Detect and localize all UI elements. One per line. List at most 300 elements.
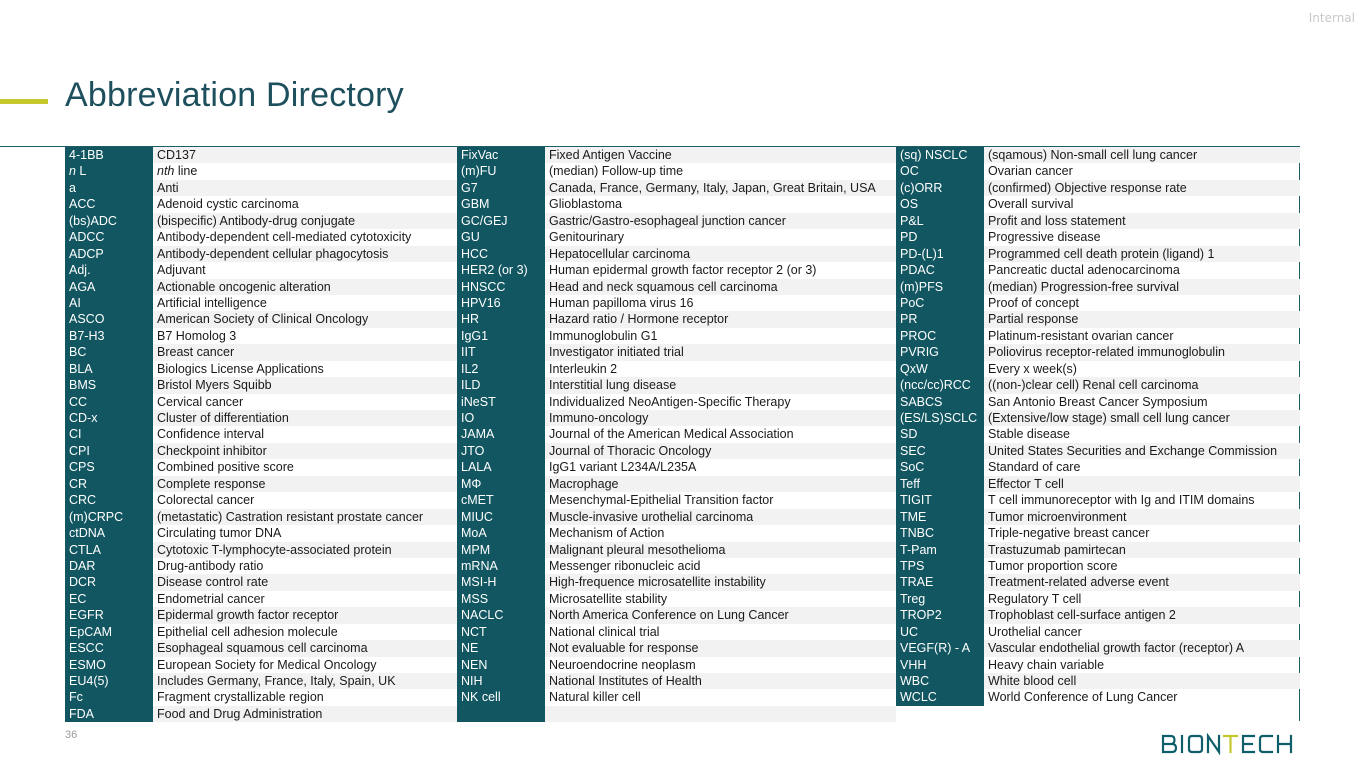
definition-cell: IgG1 variant L234A/L235A	[549, 460, 697, 475]
abbreviation-cell: PROC	[896, 328, 984, 344]
definition-cell: San Antonio Breast Cancer Symposium	[988, 394, 1208, 409]
abbreviation-cell: AI	[65, 295, 153, 311]
definition-cell: Hepatocellular carcinoma	[545, 246, 896, 262]
table-row	[65, 229, 457, 245]
abbreviation-cell: TIGIT	[896, 492, 984, 508]
definition-cell: Neuroendocrine neoplasm	[549, 657, 696, 672]
abbreviation-cell: SEC	[896, 443, 984, 459]
table-row	[457, 246, 896, 262]
table-row	[896, 689, 1300, 705]
table-row	[457, 476, 896, 492]
table-row	[896, 542, 1300, 558]
abbreviation-cell: (ncc/cc)RCC	[896, 377, 984, 393]
definition-cell: Combined positive score	[157, 460, 294, 475]
abbreviation-cell: ESMO	[65, 657, 153, 673]
definition-cell: Human papilloma virus 16	[549, 295, 694, 310]
table-row	[65, 591, 457, 607]
abbreviation-cell: (m)CRPC	[65, 509, 153, 525]
table-row	[65, 640, 457, 656]
abbreviation-cell: PD-(L)1	[896, 246, 984, 262]
table-row	[457, 706, 896, 722]
definition-cell: Confidence interval	[157, 427, 265, 442]
definition-cell: Poliovirus receptor-related immunoglobulin	[984, 344, 1300, 360]
definition-cell: (bispecific) Antibody-drug conjugate	[153, 213, 457, 229]
definition-cell: Glioblastoma	[549, 197, 622, 212]
abbreviation-cell: EC	[65, 591, 153, 607]
table-row	[457, 295, 896, 311]
abbreviation-cell: (ES/LS)SCLC	[896, 410, 984, 426]
table-row	[457, 574, 896, 590]
table-row	[896, 180, 1300, 196]
biontech-logo	[1161, 733, 1301, 755]
abbreviation-cell: MPM	[457, 542, 545, 558]
classification-label: Internal	[1308, 11, 1355, 25]
table-row	[896, 295, 1300, 311]
table-row	[457, 344, 896, 360]
table-row	[65, 328, 457, 344]
abbreviation-cell: HPV16	[457, 295, 545, 311]
abbreviation-cell: ctDNA	[65, 525, 153, 541]
definition-cell: Programmed cell death protein (ligand) 1	[984, 246, 1300, 262]
definition-cell: Endometrial cancer	[157, 591, 265, 606]
abbreviation-cell: NE	[457, 640, 545, 656]
table-row	[896, 311, 1300, 327]
definition-cell: CD137	[153, 147, 457, 163]
table-row	[457, 361, 896, 377]
table-row	[457, 163, 896, 179]
table-row	[65, 459, 457, 475]
abbreviation-cell: WBC	[896, 673, 984, 689]
definition-cell: ((non-)clear cell) Renal cell carcinoma	[984, 377, 1300, 393]
table-row	[65, 673, 457, 689]
table-row	[457, 213, 896, 229]
definition-cell: National clinical trial	[549, 624, 660, 639]
table-row	[896, 509, 1300, 525]
table-row	[65, 344, 457, 360]
table-row	[457, 673, 896, 689]
table-row	[65, 196, 457, 212]
definition-cell: Fixed Antigen Vaccine	[545, 147, 896, 163]
table-row	[896, 640, 1300, 656]
abbreviation-cell: CPS	[65, 459, 153, 475]
definition-cell: Journal of Thoracic Oncology	[545, 443, 896, 459]
abbreviation-cell: (bs)ADC	[65, 213, 153, 229]
definition-cell: Immuno-oncology	[545, 410, 896, 426]
table-row	[896, 591, 1300, 607]
definition-cell: Heavy chain variable	[988, 657, 1105, 672]
abbreviation-cell: TROP2	[896, 607, 984, 623]
table-row	[65, 147, 457, 163]
definition-cell: Ovarian cancer	[988, 164, 1073, 179]
definition-cell: Adjuvant	[157, 263, 206, 278]
definition-cell: Messenger ribonucleic acid	[549, 558, 701, 573]
abbreviation-cell: BC	[65, 344, 153, 360]
definition-cell: (confirmed) Objective response rate	[984, 180, 1300, 196]
table-row	[65, 213, 457, 229]
table-row	[896, 229, 1300, 245]
abbreviation-cell: EpCAM	[65, 624, 153, 640]
definition-cell: Partial response	[984, 311, 1300, 327]
abbreviation-cell: a	[65, 180, 153, 196]
table-row	[65, 574, 457, 590]
definition-cell: Standard of care	[988, 460, 1081, 475]
table-row	[457, 443, 896, 459]
table-row	[65, 525, 457, 541]
abbreviation-cell: VHH	[896, 657, 984, 673]
definition-cell: Stable disease	[988, 427, 1071, 442]
abbreviation-cell: UC	[896, 624, 984, 640]
definition-cell: Interleukin 2	[549, 361, 618, 376]
definition-cell: (median) Progression-free survival	[984, 279, 1300, 295]
abbreviation-cell: MΦ	[457, 476, 545, 492]
definition-cell: (median) Follow-up time	[549, 164, 684, 179]
table-row	[457, 542, 896, 558]
table-row	[65, 443, 457, 459]
table-row	[896, 492, 1300, 508]
definition-cell: Microsatellite stability	[549, 591, 668, 606]
abbreviation-cell: TME	[896, 509, 984, 525]
definition-cell: Epithelial cell adhesion molecule	[157, 624, 338, 639]
definition-cell: Profit and loss statement	[984, 213, 1300, 229]
table-row	[457, 558, 896, 574]
table-row	[896, 246, 1300, 262]
abbreviation-cell: 4-1BB	[65, 147, 153, 163]
abbreviation-cell: CR	[65, 476, 153, 492]
abbreviation-cell: mRNA	[457, 558, 545, 574]
abbreviation-cell: GBM	[457, 196, 545, 212]
table-row	[896, 279, 1300, 295]
table-row	[896, 426, 1300, 442]
abbreviation-cell: ACC	[65, 196, 153, 212]
abbreviation-cell: (c)ORR	[896, 180, 984, 196]
abbreviation-cell: P&L	[896, 213, 984, 229]
table-row	[457, 525, 896, 541]
abbreviation-cell: NEN	[457, 657, 545, 673]
definition-cell: Food and Drug Administration	[153, 706, 457, 722]
abbreviation-cell: HR	[457, 311, 545, 327]
definition-cell: Journal of the American Medical Association	[549, 427, 794, 442]
abbreviation-cell: FDA	[65, 706, 153, 722]
abbreviation-cell: HER2 (or 3)	[457, 262, 545, 278]
abbreviation-cell: BLA	[65, 361, 153, 377]
definition-cell: Genitourinary	[549, 230, 625, 245]
table-row	[65, 426, 457, 442]
definition-cell: Progressive disease	[988, 230, 1101, 245]
abbreviation-cell: (sq) NSCLC	[896, 147, 984, 163]
table-row	[457, 624, 896, 640]
definition-cell: Canada, France, Germany, Italy, Japan, Great Britain, USA	[545, 180, 896, 196]
definition-cell: European Society for Medical Oncology	[157, 657, 377, 672]
definition-cell: (sqamous) Non-small cell lung cancer	[984, 147, 1300, 163]
table-row	[65, 689, 457, 705]
definition-cell: Malignant pleural mesothelioma	[545, 542, 896, 558]
abbreviation-cell: JAMA	[457, 426, 545, 442]
definition-cell	[545, 706, 896, 722]
definition-cell: Regulatory T cell	[988, 591, 1082, 606]
table-row	[457, 229, 896, 245]
definition-cell: Actionable oncogenic alteration	[153, 279, 457, 295]
abbreviation-cell: ILD	[457, 377, 545, 393]
abbreviation-cell: MoA	[457, 525, 545, 541]
abbreviation-cell: IL2	[457, 361, 545, 377]
table-row	[896, 624, 1300, 640]
definition-cell: Individualized NeoAntigen-Specific Therapy	[549, 394, 791, 409]
definition-cell: Breast cancer	[153, 344, 457, 360]
definition-cell: Bristol Myers Squibb	[153, 377, 457, 393]
abbreviation-cell: ESCC	[65, 640, 153, 656]
abbreviation-cell: Adj.	[65, 262, 153, 278]
abbreviation-cell: ADCC	[65, 229, 153, 245]
definition-cell: Antibody-dependent cell-mediated cytotoxicity	[157, 230, 412, 245]
abbreviation-cell: FixVac	[457, 147, 545, 163]
table-row	[457, 426, 896, 442]
table-row	[65, 476, 457, 492]
definition-cell: White blood cell	[984, 673, 1300, 689]
definition-cell: Overall survival	[988, 197, 1074, 212]
abbreviation-column-2	[457, 147, 896, 722]
definition-cell: Investigator initiated trial	[545, 344, 896, 360]
definition-cell: Tumor proportion score	[988, 558, 1118, 573]
page-title: Abbreviation Directory	[65, 76, 404, 114]
table-row	[457, 607, 896, 623]
abbreviation-cell: cMET	[457, 492, 545, 508]
definition-cell: Platinum-resistant ovarian cancer	[988, 328, 1174, 343]
abbreviation-cell: TPS	[896, 558, 984, 574]
table-row	[65, 262, 457, 278]
table-row	[457, 328, 896, 344]
definition-cell: Disease control rate	[153, 574, 457, 590]
table-row	[896, 607, 1300, 623]
table-row	[65, 361, 457, 377]
definition-cell: Anti	[153, 180, 457, 196]
abbreviation-cell: HCC	[457, 246, 545, 262]
definition-cell: Adenoid cystic carcinoma	[157, 197, 299, 212]
definition-cell: National Institutes of Health	[545, 673, 896, 689]
definition-cell: Includes Germany, France, Italy, Spain, UK	[153, 673, 457, 689]
table-row	[896, 344, 1300, 360]
definition-cell: Treatment-related adverse event	[984, 574, 1300, 590]
abbreviation-cell: CD-x	[65, 410, 153, 426]
definition-cell: Drug-antibody ratio	[157, 558, 264, 573]
abbreviation-cell: G7	[457, 180, 545, 196]
definition-cell: Colorectal cancer	[157, 493, 255, 508]
table-row	[457, 591, 896, 607]
definition-cell: Trophoblast cell-surface antigen 2	[984, 607, 1300, 623]
abbreviation-cell: NIH	[457, 673, 545, 689]
abbreviation-cell: (m)FU	[457, 163, 545, 179]
table-row	[896, 410, 1300, 426]
definition-cell: Trastuzumab pamirtecan	[984, 542, 1300, 558]
table-row	[457, 180, 896, 196]
abbreviation-cell: NK cell	[457, 689, 545, 705]
abbreviation-cell: Fc	[65, 689, 153, 705]
table-row	[896, 361, 1300, 377]
table-row	[896, 262, 1300, 278]
definition-cell: Immunoglobulin G1	[549, 328, 658, 343]
table-row	[65, 311, 457, 327]
abbreviation-cell: MIUC	[457, 509, 545, 525]
table-row	[457, 509, 896, 525]
definition-cell: Gastric/Gastro-esophageal junction cancer	[545, 213, 896, 229]
abbreviation-cell: OC	[896, 163, 984, 179]
abbreviation-cell: SD	[896, 426, 984, 442]
definition-cell: Antibody-dependent cellular phagocytosis	[153, 246, 457, 262]
abbreviation-cell: BMS	[65, 377, 153, 393]
page-number: 36	[65, 729, 78, 741]
abbreviation-cell: EGFR	[65, 607, 153, 623]
table-row	[457, 394, 896, 410]
definition-cell: Fragment crystallizable region	[157, 690, 324, 705]
table-row	[896, 394, 1300, 410]
abbreviation-cell: NACLC	[457, 607, 545, 623]
table-row	[896, 558, 1300, 574]
definition-cell: (Extensive/low stage) small cell lung cancer	[984, 410, 1300, 426]
abbreviation-cell: VEGF(R) - A	[896, 640, 984, 656]
definition-cell: Pancreatic ductal adenocarcinoma	[988, 263, 1180, 278]
table-row	[65, 492, 457, 508]
abbreviation-cell: IIT	[457, 344, 545, 360]
definition-cell: Interstitial lung disease	[545, 377, 896, 393]
definition-cell: Cluster of differentiation	[153, 410, 457, 426]
abbreviation-cell: SoC	[896, 459, 984, 475]
table-row	[896, 459, 1300, 475]
definition-cell: High-frequence microsatellite instability	[545, 574, 896, 590]
table-row	[896, 147, 1300, 163]
abbreviation-cell: T-Pam	[896, 542, 984, 558]
abbreviation-cell: MSI-H	[457, 574, 545, 590]
abbreviation-cell: EU4(5)	[65, 673, 153, 689]
table-row	[896, 476, 1300, 492]
abbreviation-cell: DCR	[65, 574, 153, 590]
definition-cell: Artificial intelligence	[157, 295, 267, 310]
definition-cell: United States Securities and Exchange Commission	[984, 443, 1300, 459]
definition-cell: nth line	[157, 164, 198, 179]
abbreviation-cell: PDAC	[896, 262, 984, 278]
definition-cell: Mesenchymal-Epithelial Transition factor	[549, 493, 774, 508]
definition-cell: Cytotoxic T-lymphocyte-associated protein	[153, 542, 457, 558]
table-row	[65, 180, 457, 196]
table-row	[457, 262, 896, 278]
table-row	[457, 657, 896, 673]
table-row	[896, 525, 1300, 541]
definition-cell: (metastatic) Castration resistant prostate cancer	[153, 509, 457, 525]
abbreviation-cell: CC	[65, 394, 153, 410]
definition-cell: Mechanism of Action	[549, 526, 665, 541]
abbreviation-cell: ASCO	[65, 311, 153, 327]
abbreviation-column-3	[896, 147, 1300, 706]
title-accent-bar	[0, 99, 48, 104]
table-row	[65, 410, 457, 426]
table-row	[65, 377, 457, 393]
table-row	[65, 246, 457, 262]
definition-cell: B7 Homolog 3	[157, 328, 237, 343]
table-row	[457, 492, 896, 508]
abbreviation-cell: IO	[457, 410, 545, 426]
abbreviation-cell: iNeST	[457, 394, 545, 410]
abbreviation-cell: CTLA	[65, 542, 153, 558]
table-row	[65, 295, 457, 311]
definition-cell: Every x week(s)	[988, 361, 1077, 376]
abbreviation-cell: B7-H3	[65, 328, 153, 344]
abbreviation-cell: CPI	[65, 443, 153, 459]
table-row	[457, 279, 896, 295]
table-row	[896, 163, 1300, 179]
abbreviation-cell: Treg	[896, 591, 984, 607]
abbreviation-cell: PoC	[896, 295, 984, 311]
table-row	[457, 689, 896, 705]
definition-cell: Hazard ratio / Hormone receptor	[545, 311, 896, 327]
table-row	[457, 147, 896, 163]
table-row	[457, 377, 896, 393]
definition-cell: Proof of concept	[988, 295, 1080, 310]
table-row	[65, 279, 457, 295]
abbreviation-cell: PR	[896, 311, 984, 327]
abbreviation-cell: (m)PFS	[896, 279, 984, 295]
definition-cell: Not evaluable for response	[545, 640, 896, 656]
table-row	[457, 640, 896, 656]
definition-cell: American Society of Clinical Oncology	[153, 311, 457, 327]
table-row	[65, 509, 457, 525]
abbreviation-cell: OS	[896, 196, 984, 212]
abbreviation-cell: PD	[896, 229, 984, 245]
abbreviation-cell: MSS	[457, 591, 545, 607]
table-row	[65, 558, 457, 574]
abbreviation-cell	[457, 706, 545, 722]
abbreviation-cell: WCLC	[896, 689, 984, 705]
definition-cell: Muscle-invasive urothelial carcinoma	[545, 509, 896, 525]
definition-cell: Tumor microenvironment	[984, 509, 1300, 525]
table-row	[896, 657, 1300, 673]
table-row	[896, 328, 1300, 344]
definition-cell: North America Conference on Lung Cancer	[545, 607, 896, 623]
definition-cell: Macrophage	[545, 476, 896, 492]
definition-cell: Effector T cell	[984, 476, 1300, 492]
abbreviation-cell: JTO	[457, 443, 545, 459]
definition-cell: Biologics License Applications	[157, 361, 324, 376]
abbreviation-cell: SABCS	[896, 394, 984, 410]
abbreviation-cell: TNBC	[896, 525, 984, 541]
definition-cell: Checkpoint inhibitor	[153, 443, 457, 459]
abbreviation-cell: n L	[65, 163, 153, 179]
definition-cell: Complete response	[153, 476, 457, 492]
definition-cell: Esophageal squamous cell carcinoma	[153, 640, 457, 656]
abbreviation-column-1	[65, 147, 457, 722]
table-row	[457, 311, 896, 327]
table-row	[65, 542, 457, 558]
abbreviation-cell: GC/GEJ	[457, 213, 545, 229]
table-row	[896, 196, 1300, 212]
definition-cell: T cell immunoreceptor with Ig and ITIM domains	[988, 493, 1255, 508]
abbreviation-cell: PVRIG	[896, 344, 984, 360]
abbreviation-cell: DAR	[65, 558, 153, 574]
abbreviation-cell: QxW	[896, 361, 984, 377]
table-row	[65, 163, 457, 179]
abbreviation-cell: NCT	[457, 624, 545, 640]
definition-cell: Circulating tumor DNA	[157, 526, 282, 541]
table-row	[65, 706, 457, 722]
table-row	[65, 607, 457, 623]
table-row	[896, 673, 1300, 689]
abbreviation-cell: IgG1	[457, 328, 545, 344]
table-row	[457, 459, 896, 475]
definition-cell: Vascular endothelial growth factor (receptor) A	[984, 640, 1300, 656]
table-row	[896, 574, 1300, 590]
abbreviation-cell: HNSCC	[457, 279, 545, 295]
abbreviation-cell: ADCP	[65, 246, 153, 262]
definition-cell: Head and neck squamous cell carcinoma	[545, 279, 896, 295]
abbreviation-cell: CRC	[65, 492, 153, 508]
definition-cell: Urothelial cancer	[988, 624, 1082, 639]
